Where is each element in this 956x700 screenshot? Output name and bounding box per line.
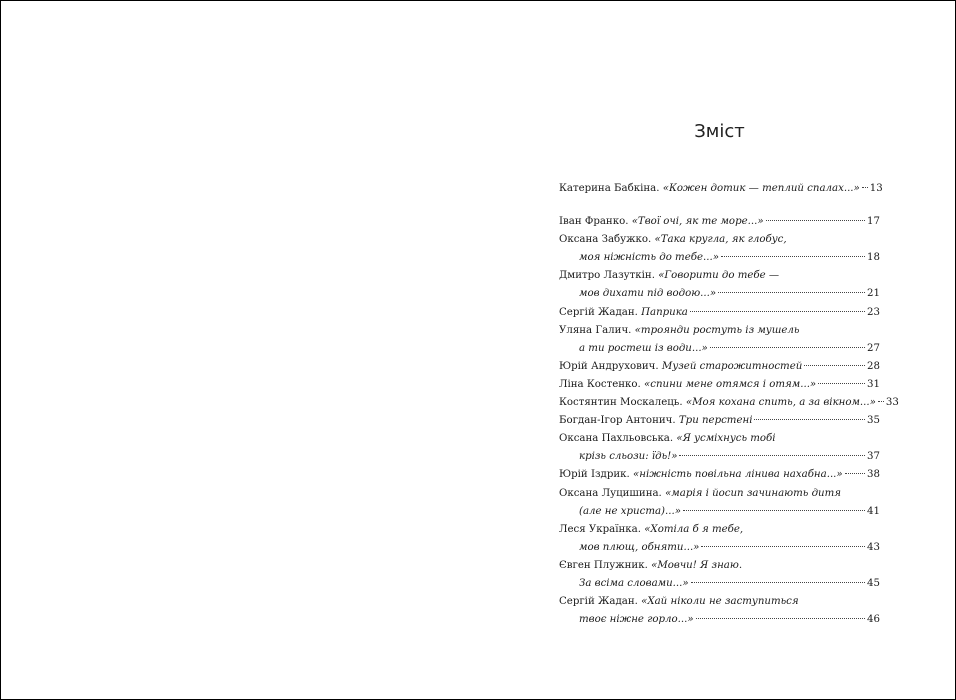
toc-entry-continuation <box>559 342 880 356</box>
dot-leader <box>691 581 865 583</box>
toc-work-title: мов плющ, обняти...» <box>579 541 700 553</box>
toc-entry <box>559 360 880 374</box>
toc-page-number: 33 <box>885 397 899 408</box>
toc-work-title: крізь сльози: їдь!» <box>579 451 678 463</box>
toc-entry <box>559 396 899 410</box>
toc-author: Юрій Іздрик. <box>559 469 630 481</box>
dot-leader <box>721 255 865 257</box>
dot-leader <box>718 291 865 293</box>
toc-entry-continuation <box>559 613 880 627</box>
toc-entry-continuation <box>559 541 880 555</box>
toc-entry <box>559 595 880 609</box>
dot-leader <box>710 346 865 348</box>
dot-leader <box>683 509 865 511</box>
toc-work-title: моя ніжність до тебе...» <box>579 252 719 264</box>
toc-entry-continuation <box>559 450 880 464</box>
toc-page-number: 41 <box>867 505 880 517</box>
toc-entry-continuation <box>559 251 880 265</box>
toc-work-title: «ніжність повільна лінива нахабна...» <box>633 469 843 481</box>
toc-page-number: 27 <box>867 342 880 354</box>
toc-author: Леся Українка. <box>559 523 641 535</box>
toc-page-number: 35 <box>867 415 880 427</box>
toc-entry <box>559 215 880 229</box>
toc-work-title: «Така кругла, як глобус, <box>654 234 787 246</box>
toc-work-title: «Моя кохана спить, а за вікном...» <box>685 397 876 408</box>
toc-page-number: 37 <box>867 451 880 463</box>
toc-work-title: (але не христа)...» <box>579 505 681 517</box>
toc-entry <box>559 559 880 573</box>
dot-leader <box>862 186 868 188</box>
toc-work-title: За всіма словами...» <box>579 578 689 589</box>
toc-work-title: а ти ростеш із води...» <box>579 342 708 354</box>
toc-author: Уляна Галич. <box>559 324 632 336</box>
toc-page-number: 46 <box>867 614 880 626</box>
toc-work-title: «Мовчи! Я знаю. <box>651 559 743 571</box>
toc-page-number: 28 <box>867 360 880 372</box>
toc-page-number: 23 <box>867 306 880 318</box>
toc-page-number: 38 <box>867 469 880 481</box>
toc-title: Зміст <box>694 121 745 142</box>
toc-entry-continuation <box>559 505 880 519</box>
toc-work-title: «Хай ніколи не заступиться <box>641 596 799 608</box>
toc-work-title: «Твої очі, як те море...» <box>631 216 764 227</box>
toc-entry <box>559 468 880 482</box>
dot-leader <box>878 400 884 402</box>
toc-author: Оксана Луцишина. <box>559 487 662 499</box>
toc-page-number: 45 <box>867 578 880 589</box>
toc-author: Катерина Бабкіна. <box>559 183 660 194</box>
toc-entry <box>559 378 880 392</box>
toc-work-title: «Говорити до тебе — <box>658 270 780 282</box>
toc-work-title: «спини мене отямся і отям...» <box>644 378 817 390</box>
toc-page-number: 21 <box>867 288 880 300</box>
toc-author: Іван Франко. <box>559 216 629 227</box>
toc-entry <box>559 487 880 501</box>
toc-work-title: Музей старожитностей <box>661 360 803 372</box>
toc-page-number: 31 <box>867 378 880 390</box>
toc-author: Дмитро Лазуткін. <box>559 270 655 282</box>
toc-entry-continuation <box>559 577 880 591</box>
toc-entry <box>559 324 880 338</box>
dot-leader <box>696 617 865 619</box>
toc-page-number: 17 <box>867 216 880 227</box>
toc-work-title: Паприка <box>641 306 688 318</box>
toc-work-title: «Хотіла б я тебе, <box>644 523 744 535</box>
toc-entry-continuation <box>559 287 880 301</box>
dot-leader <box>766 219 865 221</box>
toc-page-number: 18 <box>867 252 880 264</box>
toc-work-title: «Кожен дотик — теплий спалах...» <box>662 183 860 194</box>
toc-entry <box>559 233 880 247</box>
toc-author: Костянтин Москалець. <box>559 397 683 408</box>
dot-leader <box>754 418 865 420</box>
toc-page-number: 43 <box>867 541 880 553</box>
dot-leader <box>701 545 865 547</box>
dot-leader <box>818 382 865 384</box>
toc-page-number: 13 <box>869 183 883 194</box>
toc-work-title: Три перстені <box>678 415 753 427</box>
toc-author: Юрій Андрухович. <box>559 360 659 372</box>
toc-work-title: мов дихати під водою...» <box>579 288 717 300</box>
dot-leader <box>679 454 865 456</box>
toc-entry <box>559 269 880 283</box>
toc-entry <box>559 414 880 428</box>
toc-author: Богдан-Ігор Антонич. <box>559 415 676 427</box>
toc-work-title: «троянди ростуть із мушель <box>634 324 800 336</box>
toc-entry <box>559 182 883 196</box>
toc-work-title: твоє ніжне горло...» <box>579 614 694 626</box>
dot-leader <box>845 472 865 474</box>
dot-leader <box>804 364 865 366</box>
toc-author: Євген Плужник. <box>559 559 648 571</box>
toc-author: Оксана Пахльовська. <box>559 433 674 445</box>
toc-entry <box>559 306 880 320</box>
toc-entry <box>559 523 880 537</box>
toc-author: Сергій Жадан. <box>559 306 638 318</box>
dot-leader <box>690 310 865 312</box>
toc-work-title: «Я усміхнусь тобі <box>676 433 776 445</box>
toc-work-title: «марія і йосип зачинають дитя <box>665 487 841 499</box>
toc-author: Ліна Костенко. <box>559 378 641 390</box>
toc-author: Оксана Забужко. <box>559 234 652 246</box>
toc-entry <box>559 432 880 446</box>
toc-author: Сергій Жадан. <box>559 596 638 608</box>
